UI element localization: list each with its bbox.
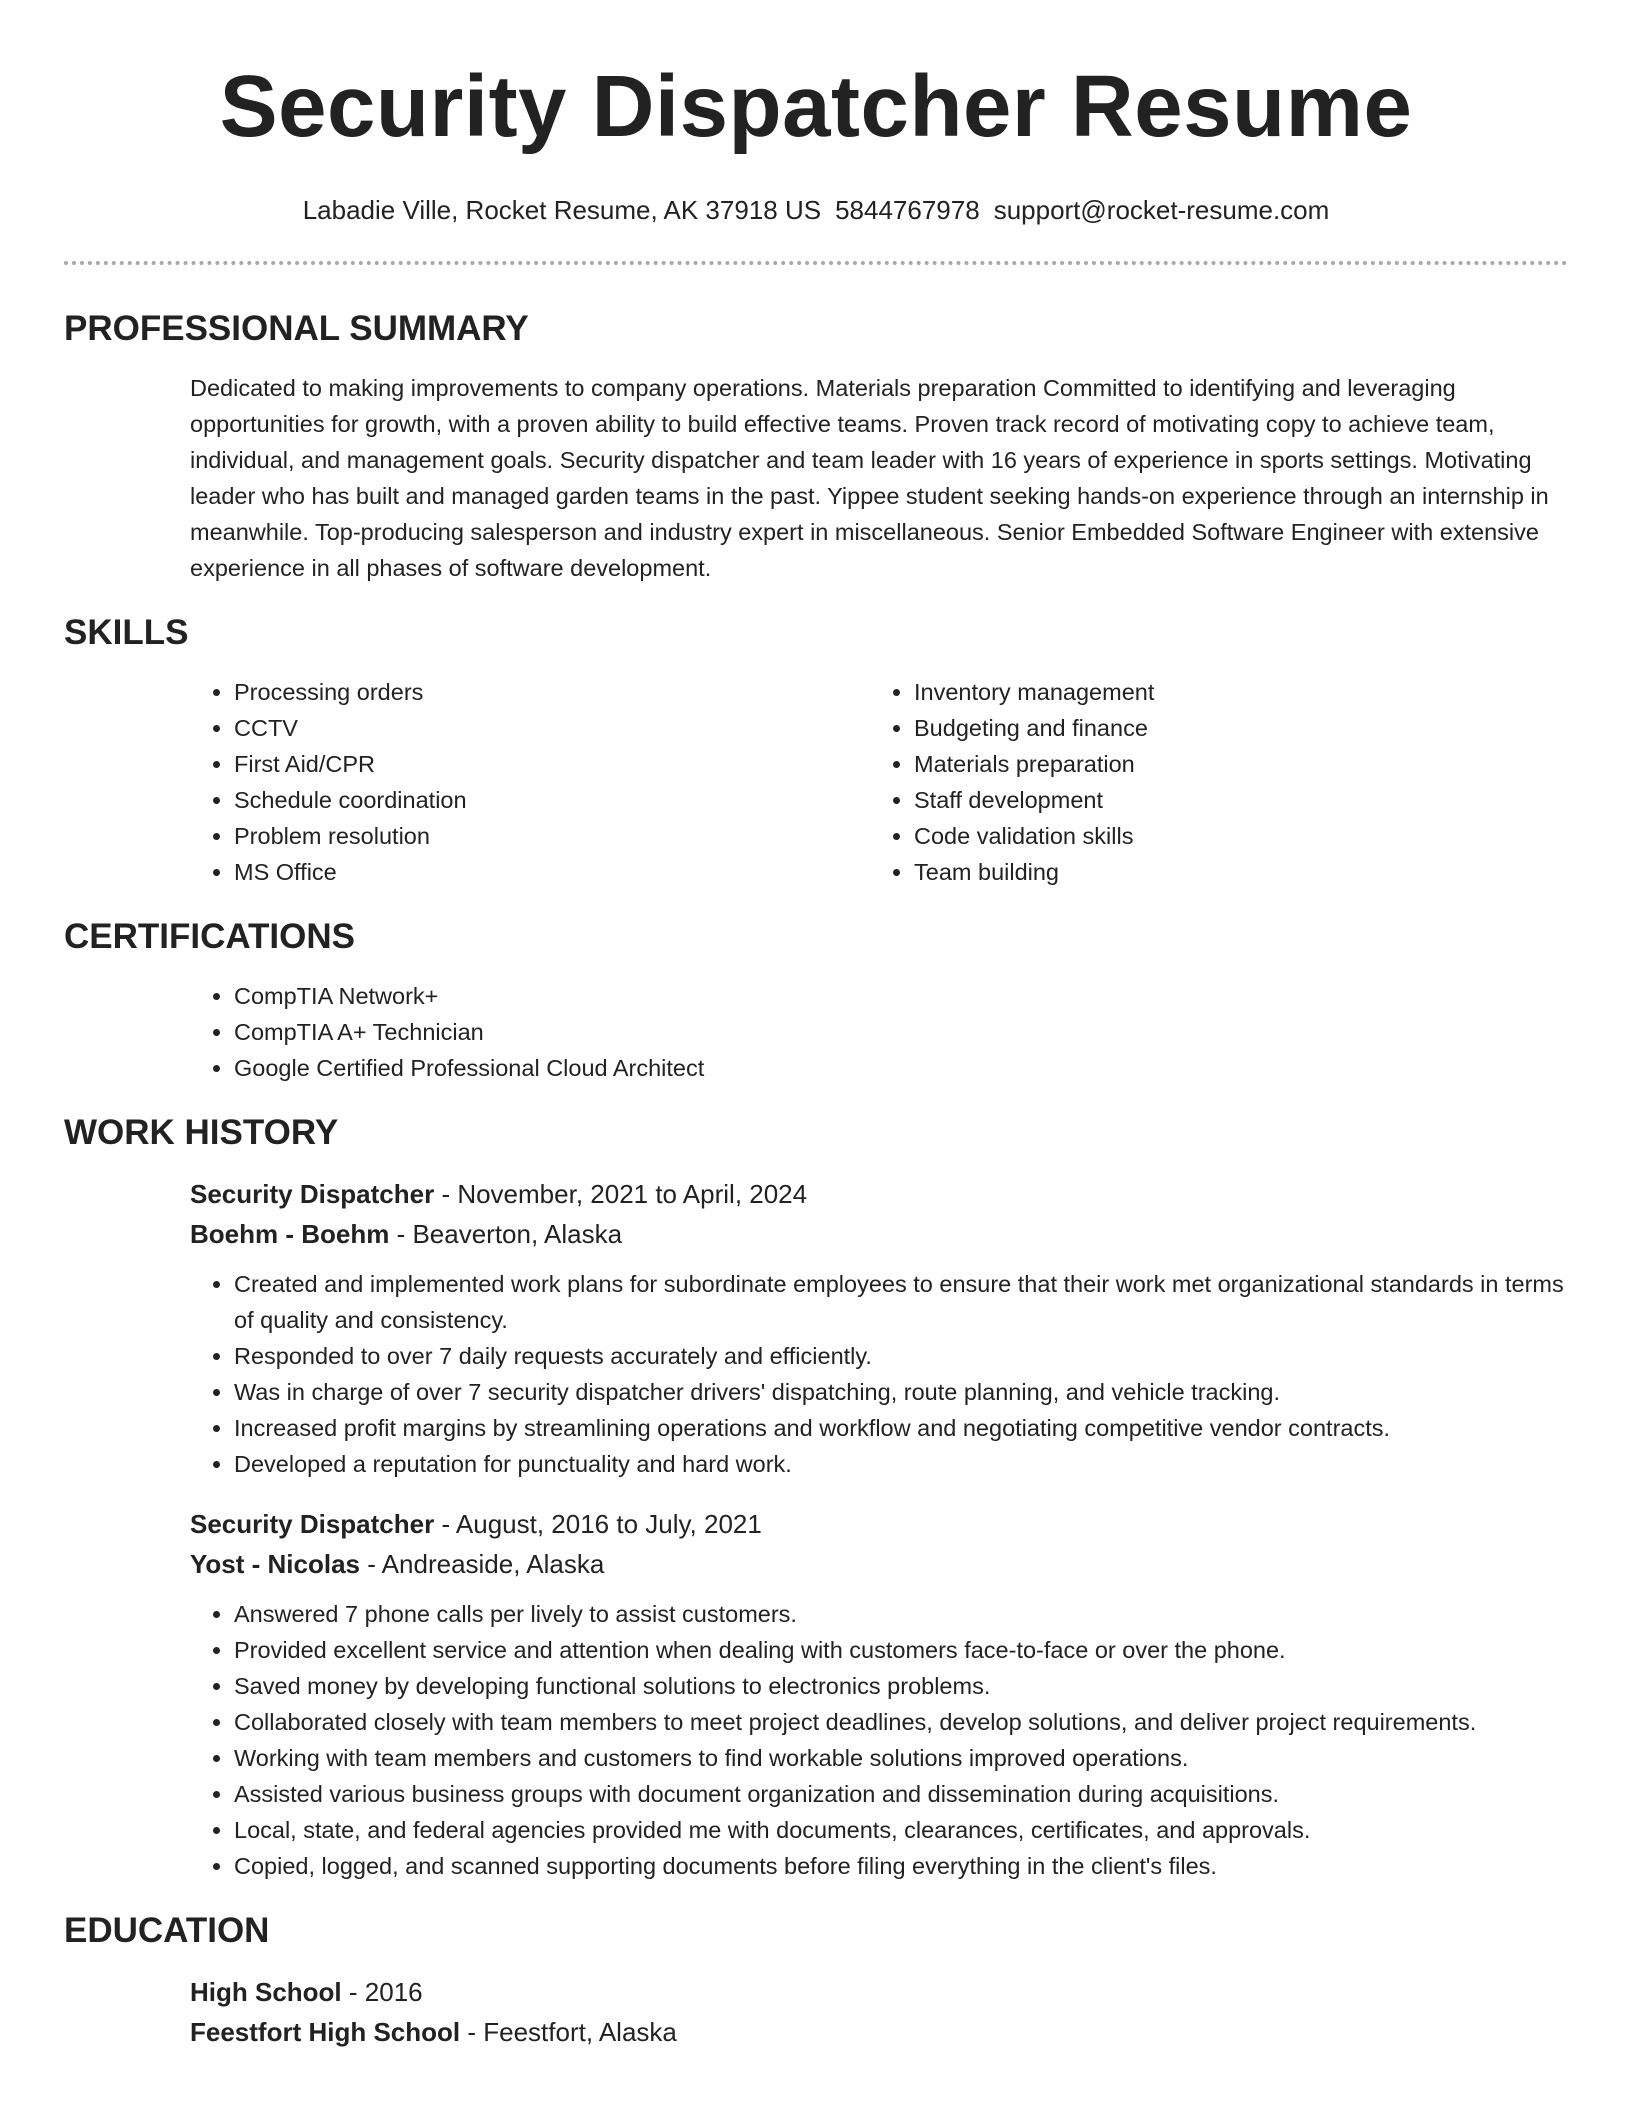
skill-item: • Budgeting and finance [914, 710, 1550, 746]
job-company-line [190, 1214, 1568, 1254]
skill-item: • First Aid/CPR [234, 746, 870, 782]
job-location: - Andreaside, Alaska [360, 1549, 605, 1579]
job-dates: - August, 2016 to July, 2021 [434, 1509, 762, 1539]
resume-title: Security Dispatcher Resume [219, 58, 1413, 155]
skill-item: • Schedule coordination [234, 782, 870, 818]
skill-item: • Materials preparation [914, 746, 1550, 782]
education-degree-line [190, 1972, 1568, 2012]
job-bullet: • Created and implemented work plans for subordinate employees to ensure that their work met organizational standards in terms of quality and consistency. [234, 1266, 1568, 1338]
contact-email: support@rocket-resume.com [993, 195, 1330, 225]
education-school: Feestfort High School [190, 2017, 461, 2047]
job-title-line [190, 1504, 1568, 1544]
job-bullet: • Saved money by developing functional solutions to electronics problems. [234, 1668, 1568, 1704]
skill-item: • Inventory management [914, 674, 1550, 710]
summary-text: Dedicated to making improvements to company operations. Materials preparation Committed to identifying and leveraging opportunities for growth, with a proven ability to build effective teams. Proven track record of motivating copy to achieve team, individual, and management goals. Security dispatcher and team leader with 16 years of experience in sports settings. Motivating leader who has built and managed garden teams in the past. Yippee student seeking hands-on experience through an internship in meanwhile. Top-producing salesperson and industry expert in miscellaneous. Senior Embedded Software Engineer with extensive experience in all phases of software development. [190, 375, 1549, 581]
job-bullet: • Developed a reputation for punctuality and hard work. [234, 1446, 1568, 1482]
certification-item: • Google Certified Professional Cloud Architect [234, 1050, 1568, 1086]
job-role: Security Dispatcher [190, 1179, 435, 1209]
skills-column-right [870, 674, 1550, 890]
job-bullet: • Working with team members and customers to find workable solutions improved operations. [234, 1740, 1568, 1776]
job-company: Yost - Nicolas [190, 1549, 361, 1579]
education-location: - Feestfort, Alaska [460, 2017, 677, 2047]
job-company-line [190, 1544, 1568, 1584]
summary-heading: PROFESSIONAL SUMMARY [64, 309, 529, 348]
job-company: Boehm - Boehm [190, 1219, 390, 1249]
skill-item: • Problem resolution [234, 818, 870, 854]
job-title-line [190, 1174, 1568, 1214]
contact-address: Labadie Ville, Rocket Resume, AK 37918 US [302, 195, 822, 225]
job-entry [190, 1504, 1568, 1884]
job-bullet: • Was in charge of over 7 security dispatcher drivers' dispatching, route planning, and vehicle tracking. [234, 1374, 1568, 1410]
education-school-line [190, 2012, 1568, 2052]
education-year: - 2016 [341, 1977, 423, 2007]
job-role: Security Dispatcher [190, 1509, 435, 1539]
job-dates: - November, 2021 to April, 2024 [434, 1179, 808, 1209]
job-bullet: • Collaborated closely with team members to meet project deadlines, develop solutions, and deliver project requirements. [234, 1704, 1568, 1740]
skill-item: • Team building [914, 854, 1550, 890]
job-bullet: • Provided excellent service and attention when dealing with customers face-to-face or over the phone. [234, 1632, 1568, 1668]
contact-line [64, 194, 1568, 226]
skill-item: • MS Office [234, 854, 870, 890]
job-location: - Beaverton, Alaska [389, 1219, 623, 1249]
skill-item: • Processing orders [234, 674, 870, 710]
work-history-heading: WORK HISTORY [64, 1113, 339, 1152]
job-bullet: • Assisted various business groups with document organization and dissemination during acquisitions. [234, 1776, 1568, 1812]
skills-list [190, 674, 1568, 890]
certifications-heading: CERTIFICATIONS [64, 917, 356, 956]
certification-item: • CompTIA Network+ [234, 978, 1568, 1014]
skill-item: • CCTV [234, 710, 870, 746]
job-bullet: • Local, state, and federal agencies provided me with documents, clearances, certificates, and approvals. [234, 1812, 1568, 1848]
job-bullet: • Responded to over 7 daily requests accurately and efficiently. [234, 1338, 1568, 1374]
skill-item: • Code validation skills [914, 818, 1550, 854]
contact-phone: 5844767978 [835, 195, 980, 225]
job-bullet: • Answered 7 phone calls per lively to assist customers. [234, 1596, 1568, 1632]
skills-heading: SKILLS [64, 613, 189, 652]
skills-column-left [190, 674, 870, 890]
certifications-list [190, 978, 1568, 1086]
header-divider [64, 261, 1568, 265]
job-bullet: • Increased profit margins by streamlining operations and workflow and negotiating competitive vendor contracts. [234, 1410, 1568, 1446]
skill-item: • Staff development [914, 782, 1550, 818]
certification-item: • CompTIA A+ Technician [234, 1014, 1568, 1050]
job-bullet: • Copied, logged, and scanned supporting documents before filing everything in the client's files. [234, 1848, 1568, 1884]
education-heading: EDUCATION [64, 1911, 270, 1950]
education-degree: High School [190, 1977, 342, 2007]
job-entry [190, 1174, 1568, 1482]
education-entry [190, 1972, 1568, 2052]
